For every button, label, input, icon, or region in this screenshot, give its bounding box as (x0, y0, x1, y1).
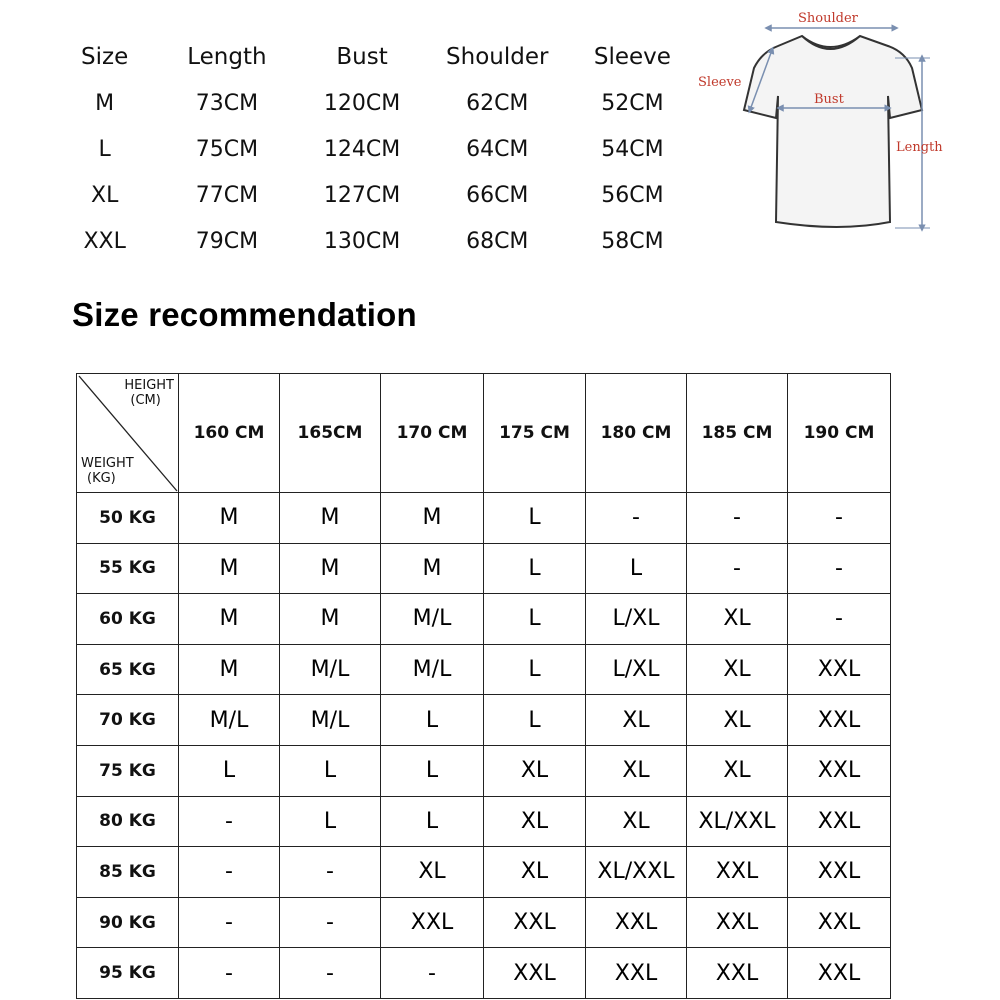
size-cell: - (179, 847, 280, 898)
corner-height-text: HEIGHT (124, 378, 174, 393)
size-chart-header-shoulder: Shoulder (446, 44, 549, 70)
size-cell: XL (381, 847, 484, 898)
size-cell: L (280, 745, 381, 796)
size-cell: XXL (788, 847, 891, 898)
corner-height-label (124, 378, 174, 408)
size-cell: L (484, 644, 586, 695)
size-chart-cell: 79CM (195, 228, 259, 254)
size-cell: - (179, 948, 280, 999)
size-cell: XXL (687, 847, 788, 898)
size-cell: L (381, 695, 484, 746)
size-cell: XL (687, 745, 788, 796)
size-chart-cell: 120CM (323, 90, 401, 116)
length-label: Length (896, 140, 943, 155)
size-cell: XL (687, 644, 788, 695)
size-cell: M/L (280, 695, 381, 746)
size-chart-cell: 127CM (323, 182, 401, 208)
size-cell: XL/XXL (687, 796, 788, 847)
weight-row (77, 493, 891, 544)
weight-row-header: 85 KG (77, 847, 179, 898)
size-recommendation-title: Size recommendation (72, 296, 417, 333)
size-chart-row (50, 126, 700, 172)
size-cell: XXL (687, 948, 788, 999)
height-column-header: 175 CM (484, 374, 586, 493)
size-chart-header-row (50, 34, 700, 80)
size-chart-cell: 75CM (195, 136, 259, 162)
height-column-header: 190 CM (788, 374, 891, 493)
size-cell: XXL (586, 948, 687, 999)
height-header-row (77, 374, 891, 493)
weight-row-header: 75 KG (77, 745, 179, 796)
size-chart-row (50, 218, 700, 264)
size-cell: M/L (179, 695, 280, 746)
size-chart-cell: 56CM (601, 182, 664, 208)
weight-row (77, 644, 891, 695)
weight-row-header: 50 KG (77, 493, 179, 544)
size-chart-cell: 52CM (601, 90, 664, 116)
size-cell: M (179, 543, 280, 594)
size-chart-cell: 62CM (466, 90, 529, 116)
size-cell: M (179, 644, 280, 695)
weight-row-header: 60 KG (77, 594, 179, 645)
weight-row (77, 594, 891, 645)
weight-row (77, 745, 891, 796)
size-cell: M (381, 493, 484, 544)
size-chart-header-bust: Bust (336, 44, 388, 70)
size-cell: - (586, 493, 687, 544)
weight-row-header: 90 KG (77, 897, 179, 948)
size-chart-cell: M (95, 90, 115, 116)
corner-height-unit: (CM) (130, 393, 161, 408)
corner-weight-text: WEIGHT (81, 456, 134, 471)
size-cell: XXL (788, 745, 891, 796)
size-cell: - (687, 543, 788, 594)
size-cell: L (484, 594, 586, 645)
size-cell: XXL (788, 897, 891, 948)
size-cell: M (280, 493, 381, 544)
height-column-header: 180 CM (586, 374, 687, 493)
size-cell: - (788, 594, 891, 645)
size-cell: M (280, 543, 381, 594)
size-chart-cell: XL (91, 182, 119, 208)
size-cell: M (179, 493, 280, 544)
size-cell: XL (484, 847, 586, 898)
size-cell: - (280, 897, 381, 948)
size-chart-cell: 66CM (466, 182, 529, 208)
size-chart-cell: 58CM (601, 228, 664, 254)
size-cell: XL (586, 695, 687, 746)
size-cell: M/L (280, 644, 381, 695)
size-cell: - (280, 948, 381, 999)
size-chart-header-size: Size (81, 44, 129, 70)
size-chart-header-sleeve: Sleeve (593, 44, 671, 70)
weight-row (77, 695, 891, 746)
size-cell: XXL (484, 897, 586, 948)
size-cell: L (381, 745, 484, 796)
size-cell: L (179, 745, 280, 796)
weight-row (77, 543, 891, 594)
size-chart-cell: 130CM (323, 228, 401, 254)
weight-row-header: 95 KG (77, 948, 179, 999)
size-cell: XL (484, 796, 586, 847)
height-column-header: 170 CM (381, 374, 484, 493)
size-cell: XL/XXL (586, 847, 687, 898)
size-chart-cell: 124CM (323, 136, 401, 162)
size-chart-cell: 73CM (195, 90, 259, 116)
size-cell: - (179, 897, 280, 948)
size-cell: L (381, 796, 484, 847)
size-cell: XXL (687, 897, 788, 948)
height-column-header: 165CM (280, 374, 381, 493)
corner-weight-unit: (KG) (87, 471, 116, 486)
size-cell: XXL (788, 695, 891, 746)
size-cell: M (381, 543, 484, 594)
size-chart-header-length: Length (187, 44, 267, 70)
size-chart-cell: 77CM (195, 182, 259, 208)
size-cell: M (179, 594, 280, 645)
size-cell: - (788, 543, 891, 594)
weight-row (77, 897, 891, 948)
size-cell: XL (586, 796, 687, 847)
shoulder-label: Shoulder (798, 11, 858, 26)
size-cell: XXL (788, 796, 891, 847)
size-chart-cell: 54CM (601, 136, 664, 162)
weight-row (77, 948, 891, 999)
size-cell: L (484, 695, 586, 746)
height-column-header: 160 CM (179, 374, 280, 493)
size-chart-cell: L (98, 136, 111, 162)
size-chart-row (50, 80, 700, 126)
size-recommendation-table (76, 373, 891, 999)
size-cell: XL (586, 745, 687, 796)
weight-row-header: 70 KG (77, 695, 179, 746)
size-cell: XL (687, 695, 788, 746)
size-chart-cell: 68CM (466, 228, 529, 254)
corner-cell (77, 374, 179, 493)
weight-row (77, 847, 891, 898)
weight-row-header: 55 KG (77, 543, 179, 594)
size-cell: - (179, 796, 280, 847)
tshirt-illustration (690, 0, 990, 240)
weight-row-header: 80 KG (77, 796, 179, 847)
tshirt-outline (744, 36, 922, 227)
size-chart-cell: 64CM (466, 136, 529, 162)
size-cell: L/XL (586, 594, 687, 645)
tshirt-measurement-diagram (690, 0, 990, 240)
size-cell: L (586, 543, 687, 594)
size-cell: XXL (788, 948, 891, 999)
size-cell: XL (484, 745, 586, 796)
size-cell: XXL (381, 897, 484, 948)
size-cell: L (280, 796, 381, 847)
size-cell: L (484, 493, 586, 544)
size-chart-cell: XXL (83, 228, 126, 254)
size-chart (50, 34, 700, 264)
size-cell: XXL (484, 948, 586, 999)
size-cell: L/XL (586, 644, 687, 695)
corner-weight-label (81, 456, 134, 486)
size-cell: M/L (381, 594, 484, 645)
size-cell: M/L (381, 644, 484, 695)
size-cell: XL (687, 594, 788, 645)
size-cell: L (484, 543, 586, 594)
size-cell: - (788, 493, 891, 544)
height-column-header: 185 CM (687, 374, 788, 493)
sleeve-label: Sleeve (698, 75, 742, 90)
bust-label: Bust (814, 92, 844, 107)
size-chart-row (50, 172, 700, 218)
size-cell: - (687, 493, 788, 544)
size-cell: XXL (788, 644, 891, 695)
size-cell: - (280, 847, 381, 898)
size-cell: - (381, 948, 484, 999)
weight-row-header: 65 KG (77, 644, 179, 695)
size-cell: M (280, 594, 381, 645)
size-cell: XXL (586, 897, 687, 948)
weight-row (77, 796, 891, 847)
